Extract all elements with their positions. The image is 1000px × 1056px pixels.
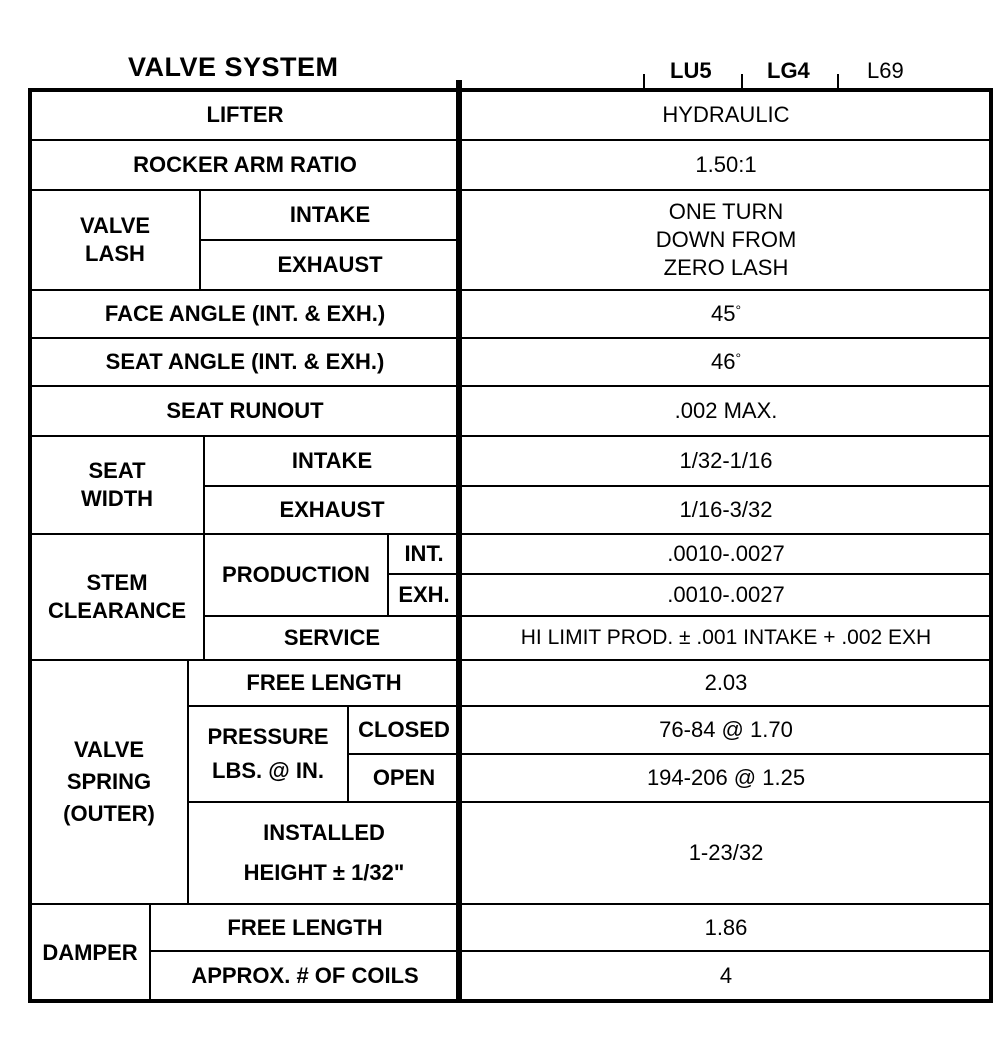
face-angle-label: FACE ANGLE (INT. & EXH.): [30, 290, 460, 338]
column-divider: [456, 80, 462, 1002]
lifter-label: LIFTER: [30, 90, 460, 140]
stem-clearance-exh-label: EXH.: [388, 574, 460, 616]
valve-lash-label: VALVE LASH: [30, 190, 200, 290]
model-lg4: LG4: [767, 58, 810, 83]
damper-coils-label: APPROX. # OF COILS: [150, 951, 460, 1001]
stem-clearance-production-label: PRODUCTION: [204, 534, 388, 616]
stem-clearance-int-label: INT.: [388, 534, 460, 574]
damper-coils-value: 4: [460, 951, 992, 1001]
lifter-value: HYDRAULIC: [460, 90, 992, 140]
valve-lash-exhaust-label: EXHAUST: [200, 240, 460, 290]
model-divider-tick: [837, 74, 839, 88]
damper-label: DAMPER: [30, 904, 150, 1001]
rocker-arm-ratio-label: ROCKER ARM RATIO: [30, 140, 460, 190]
model-l69: L69: [867, 58, 904, 83]
valve-lash-intake-label: INTAKE: [200, 190, 460, 240]
valve-spring-installed-height-label: INSTALLED HEIGHT ± 1/32": [188, 802, 460, 904]
valve-lash-value: ONE TURN DOWN FROM ZERO LASH: [460, 190, 992, 290]
stem-clearance-label: STEM CLEARANCE: [30, 534, 204, 660]
valve-spring-label: VALVE SPRING (OUTER): [30, 660, 188, 904]
seat-angle-value: 46: [710, 349, 736, 374]
seat-width-intake-label: INTAKE: [204, 436, 460, 486]
engine-model-header: [455, 58, 990, 92]
rocker-arm-ratio-value: 1.50:1: [460, 140, 992, 190]
stem-clearance-service-value: HI LIMIT PROD. ± .001 INTAKE + .002 EXH: [460, 616, 992, 660]
seat-width-exhaust-label: EXHAUST: [204, 486, 460, 534]
valve-spring-free-length-value: 2.03: [460, 660, 992, 706]
stem-clearance-service-label: SERVICE: [204, 616, 460, 660]
degree-symbol: °: [735, 350, 742, 366]
seat-angle-label: SEAT ANGLE (INT. & EXH.): [30, 338, 460, 386]
model-lu5: LU5: [670, 58, 712, 83]
valve-spring-closed-label: CLOSED: [348, 706, 460, 754]
seat-angle-cell: [460, 338, 992, 386]
model-divider-tick: [643, 74, 645, 88]
page-title: VALVE SYSTEM: [128, 52, 339, 82]
seat-width-label: SEAT WIDTH: [30, 436, 204, 534]
damper-free-length-value: 1.86: [460, 904, 992, 951]
valve-spring-pressure-label: PRESSURE LBS. @ IN.: [188, 706, 348, 802]
seat-runout-value: .002 MAX.: [460, 386, 992, 436]
valve-spring-closed-value: 76-84 @ 1.70: [460, 706, 992, 754]
valve-spring-installed-height-value: 1-23/32: [460, 802, 992, 904]
seat-runout-label: SEAT RUNOUT: [30, 386, 460, 436]
face-angle-cell: [460, 290, 992, 338]
valve-spring-open-value: 194-206 @ 1.25: [460, 754, 992, 802]
valve-spring-open-label: OPEN: [348, 754, 460, 802]
degree-symbol: °: [735, 302, 742, 318]
stem-clearance-int-value: .0010-.0027: [460, 534, 992, 574]
stem-clearance-exh-value: .0010-.0027: [460, 574, 992, 616]
valve-spring-free-length-label: FREE LENGTH: [188, 660, 460, 706]
face-angle-value: 45: [710, 301, 736, 326]
model-divider-tick: [741, 74, 743, 88]
seat-width-intake-value: 1/32-1/16: [460, 436, 992, 486]
damper-free-length-label: FREE LENGTH: [150, 904, 460, 951]
seat-width-exhaust-value: 1/16-3/32: [460, 486, 992, 534]
